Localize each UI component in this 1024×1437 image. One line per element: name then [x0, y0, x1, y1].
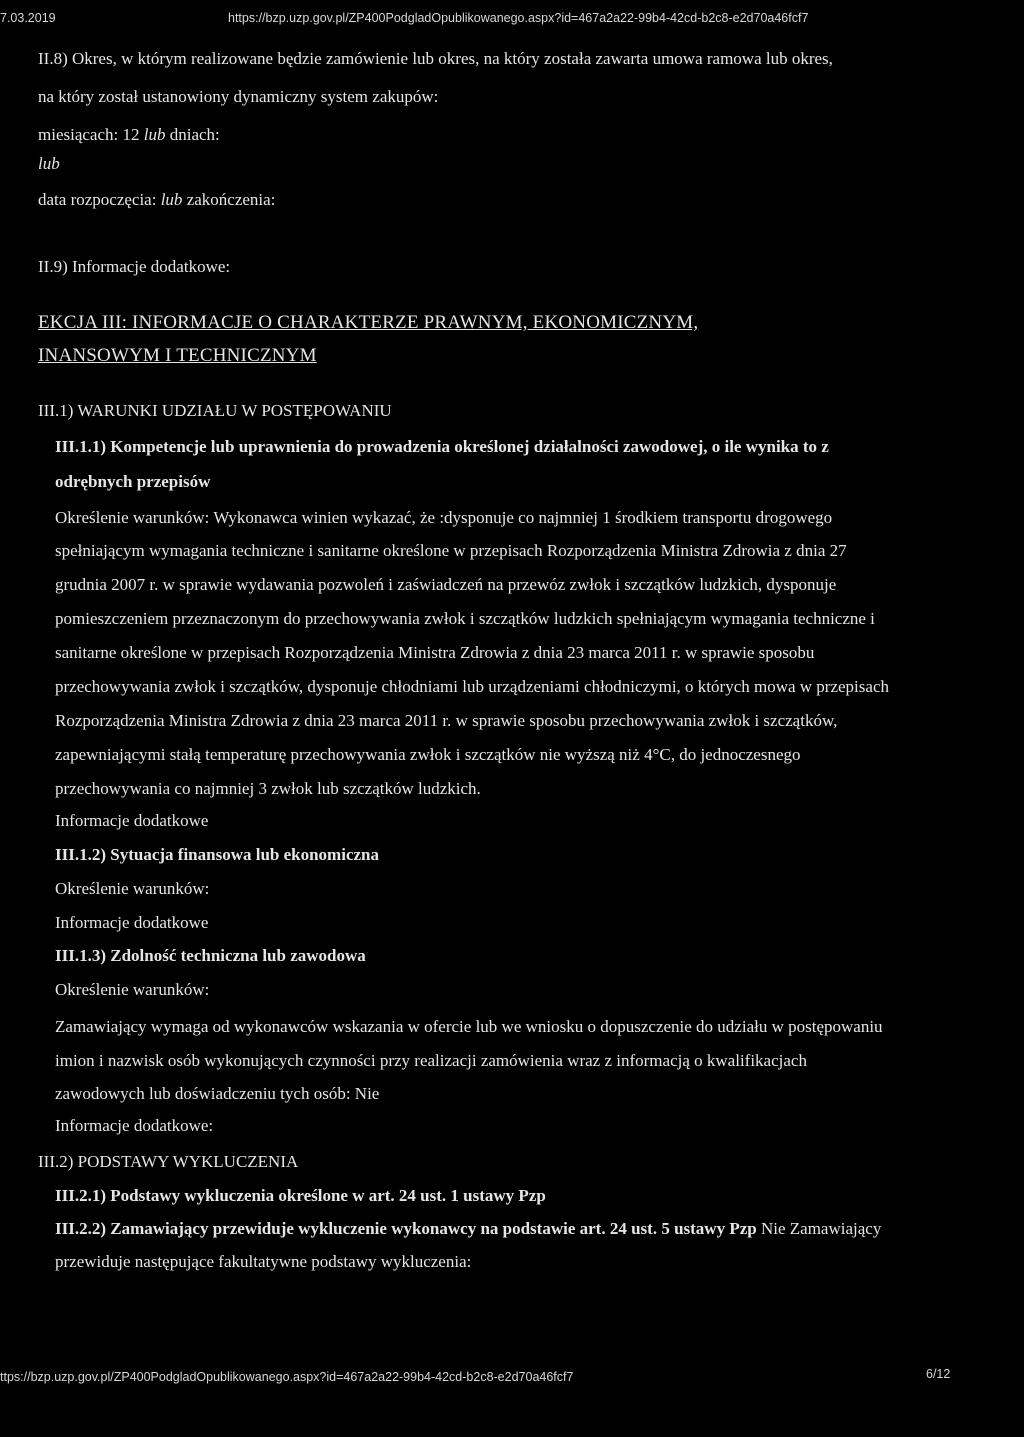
- conditions-text-line: spełniającym wymagania techniczne i sanitarne określone w przepisach Rozporządzenia Ministra Zdrowia z dnia 27: [55, 541, 847, 560]
- page-number: 6/12: [926, 1367, 951, 1381]
- conditions-label: Określenie warunków:: [55, 980, 210, 999]
- conditions-text-line: imion i nazwisk osób wykonujących czynności przy realizacji zamówienia wraz z informacją o kwalifikacjach: [55, 1051, 807, 1070]
- section-3-title-line1: EKCJA III: INFORMACJE O CHARAKTERZE PRAWNYM, EKONOMICZNYM,: [38, 312, 699, 333]
- footer-url: ttps://bzp.uzp.gov.pl/ZP400PodgladOpublikowanego.aspx?id=467a2a22-99b4-42cd-b2c8-e2d70a46fcf7: [0, 1370, 574, 1384]
- additional-info-label: Informacje dodatkowe: [55, 811, 209, 830]
- dates-row: [38, 190, 275, 210]
- section-2-8-line2: na który został ustanowiony dynamiczny system zakupów:: [38, 87, 439, 106]
- section-3-2-heading: III.2) PODSTAWY WYKLUCZENIA: [38, 1152, 299, 1171]
- section-2-9-label: II.9) Informacje dodatkowe:: [38, 257, 231, 276]
- conditions-text-line: zapewniającymi stałą temperaturę przechowywania zwłok i szczątków nie wyższą niż 4°C, do jednoczesnego: [55, 745, 801, 764]
- section-2-8-line1: II.8) Okres, w którym realizowane będzie zamówienie lub okres, na który została zawarta umowa ramowa lub okres,: [38, 49, 833, 68]
- section-3-1-heading: III.1) WARUNKI UDZIAŁU W POSTĘPOWANIU: [38, 401, 392, 420]
- end-date-label: zakończenia:: [186, 190, 276, 209]
- section-3-2-2-line2: przewiduje następujące fakultatywne podstawy wykluczenia:: [55, 1252, 472, 1271]
- additional-info-label: Informacje dodatkowe:: [55, 1116, 214, 1135]
- section-3-title-line2: INANSOWYM I TECHNICZNYM: [38, 345, 317, 366]
- section-3-2-2-heading: III.2.2) Zamawiający przewiduje wykluczenie wykonawcy na podstawie art. 24 ust. 5 ustawy Pzp: [55, 1219, 757, 1238]
- header-url: https://bzp.uzp.gov.pl/ZP400PodgladOpublikowanego.aspx?id=467a2a22-99b4-42cd-b2c8-e2d70a46fcf7: [228, 11, 809, 25]
- conditions-text-line: grudnia 2007 r. w sprawie wydawania pozwoleń i zaświadczeń na przewóz zwłok i szczątków ludzkich, dysponuje: [55, 575, 837, 594]
- section-3-2-2-answer: Nie Zamawiający: [756, 1219, 882, 1238]
- conditions-text-line: pomieszczeniem przeznaczonym do przechowywania zwłok i szczątków ludzkich spełniającym wymagania techniczne i: [55, 609, 875, 628]
- lub-text: lub: [38, 154, 60, 173]
- conditions-text-line: Określenie warunków: Wykonawca winien wykazać, że :dysponuje co najmniej 1 środkiem transportu drogowego: [55, 508, 833, 527]
- section-3-2-2-line1: [55, 1219, 881, 1239]
- section-3-1-1-line2: odrębnych przepisów: [55, 472, 211, 491]
- conditions-label: Określenie warunków:: [55, 879, 210, 898]
- additional-info-label: Informacje dodatkowe: [55, 913, 209, 932]
- section-3-1-2-heading: III.1.2) Sytuacja finansowa lub ekonomiczna: [55, 845, 379, 864]
- section-3-1-3-heading: III.1.3) Zdolność techniczna lub zawodowa: [55, 946, 366, 965]
- conditions-text-line: przechowywania zwłok i szczątków, dysponuje chłodniami lub urządzeniami chłodniczymi, o których mowa w przepisach: [55, 677, 889, 696]
- lub-text: lub: [143, 125, 166, 144]
- print-date: 7.03.2019: [0, 11, 56, 25]
- start-date-label: data rozpoczęcia:: [38, 190, 157, 209]
- conditions-text-line: Zamawiający wymaga od wykonawców wskazania w ofercie lub we wniosku o dopuszczenie do udziału w postępowaniu: [55, 1017, 883, 1036]
- section-3-1-1-line1: III.1.1) Kompetencje lub uprawnienia do prowadzenia określonej działalności zawodowej, o ile wynika to z: [55, 437, 829, 456]
- lub-text: lub: [160, 190, 183, 209]
- conditions-text-line: sanitarne określone w przepisach Rozporządzenia Ministra Zdrowia z dnia 23 marca 2011 r. w sprawie sposobu: [55, 643, 815, 662]
- days-label: dniach:: [169, 125, 220, 144]
- section-3-2-1-heading: III.2.1) Podstawy wykluczenia określone w art. 24 ust. 1 ustawy Pzp: [55, 1186, 546, 1205]
- months-label: miesiącach: 12: [38, 125, 140, 144]
- conditions-text-line: zawodowych lub doświadczeniu tych osób: Nie: [55, 1084, 380, 1103]
- conditions-text-line: Rozporządzenia Ministra Zdrowia z dnia 23 marca 2011 r. w sprawie sposobu przechowywania zwłok i szczątków,: [55, 711, 838, 730]
- months-row: [38, 125, 220, 145]
- conditions-text-line: przechowywania co najmniej 3 zwłok lub szczątków ludzkich.: [55, 779, 481, 798]
